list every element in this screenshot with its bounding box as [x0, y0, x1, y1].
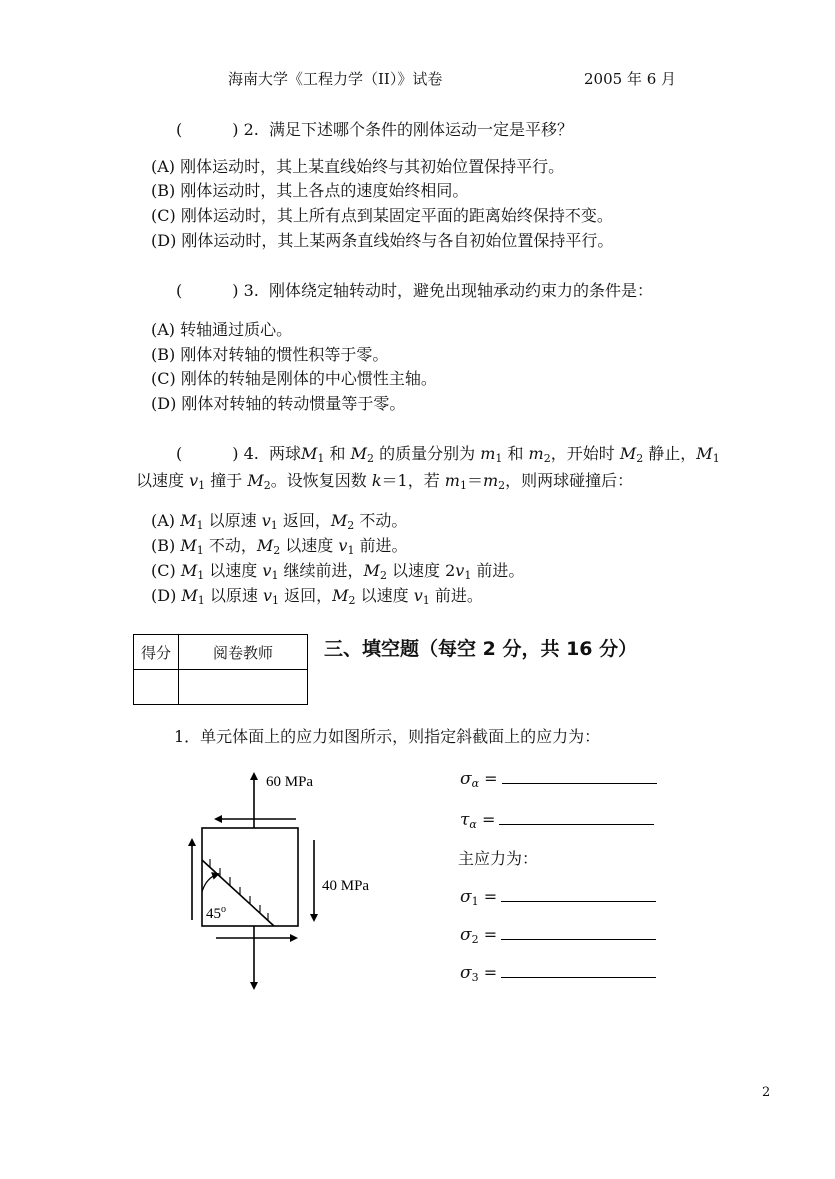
sigma2-blank[interactable] [501, 921, 656, 940]
q2-option-d: (D) 刚体运动时，其上某两条直线始终与各自初始位置保持平行。 [151, 231, 614, 250]
question-4: ( ) 4. 两球$M_1$ 和 $M_2$ 的质量分别为 $m_1$ 和 $m_2$，开始时 $M_2$ 静止，$M_1$ [176, 444, 720, 465]
score-table [133, 634, 308, 705]
q4-option-c: (C) $M_1$ 以速度 $v_1$ 继续前进，$M_2$ 以速度 $2v_1$ 前进。 [151, 561, 525, 582]
exam-date: 2005 年 6 月 [584, 70, 677, 88]
question-number: ) 2. [232, 120, 259, 139]
q4-option-b: (B) $M_1$ 不动，$M_2$ 以速度 $v_1$ 前进。 [151, 536, 408, 557]
sigma3-row: $\sigma_3$ = [460, 959, 656, 984]
sigma-alpha-blank[interactable] [502, 765, 657, 784]
angle-label: 45$^o$ [206, 904, 226, 922]
q4-option-d: (D) $M_1$ 以原速 $v_1$ 返回，$M_2$ 以速度 $v_1$ 前进。 [151, 586, 483, 607]
principal-stress-label: 主应力为： [458, 849, 539, 868]
page-number: 2 [762, 1085, 771, 1100]
question-2 [176, 117, 573, 140]
question-3: ( ) 3. 刚体绕定轴转动时，避免出现轴承动约束力的条件是： [176, 281, 654, 300]
q2-option-b: (B) 刚体运动时，其上各点的速度始终相同。 [151, 181, 469, 200]
section-title: 三、填空题（每空 2 分，共 16 分） [324, 638, 638, 660]
right-stress-label: 40 MPa [322, 878, 370, 894]
grader-label: 阅卷教师 [179, 635, 308, 670]
question-4-line2: 以速度 $v_1$ 撞于 $M_2$。设恢复因数 k＝1，若 $m_1=m_2$，则两球碰撞后： [136, 471, 634, 492]
exam-title: 海南大学《工程力学（II）》试卷 [228, 70, 443, 88]
score-cell[interactable] [134, 670, 179, 705]
top-stress-label: 60 MPa [266, 774, 314, 790]
score-label: 得分 [134, 635, 179, 670]
q3-option-c: (C) 刚体的转轴是刚体的中心惯性主轴。 [151, 369, 437, 388]
fill-question-1: 1．单元体面上的应力如图所示，则指定斜截面上的应力为： [174, 727, 601, 746]
q3-option-d: (D) 刚体对转轴的转动惯量等于零。 [151, 394, 406, 413]
sigma2-row: $\sigma_2$ = [460, 921, 656, 946]
stress-element-diagram [180, 762, 400, 998]
q2-option-c: (C) 刚体运动时，其上所有点到某固定平面的距离始终保持不变。 [151, 206, 613, 225]
sigma-alpha-row: $\sigma_\alpha$ = [460, 765, 657, 790]
sigma1-row: $\sigma_1$ = [460, 883, 656, 908]
q4-option-a: (A) $M_1$ 以原速 $v_1$ 返回，$M_2$ 不动。 [151, 511, 408, 532]
tau-alpha-blank[interactable] [499, 806, 654, 825]
answer-paren-open: ( [176, 120, 183, 139]
sigma1-blank[interactable] [501, 883, 656, 902]
angle-arc [202, 874, 218, 892]
q2-option-a: (A) 刚体运动时，其上某直线始终与其初始位置保持平行。 [151, 157, 565, 176]
q3-option-a: (A) 转轴通过质心。 [151, 320, 293, 339]
sigma3-blank[interactable] [501, 959, 656, 978]
q3-option-b: (B) 刚体对转轴的惯性积等于零。 [151, 345, 389, 364]
question-stem: 满足下述哪个条件的刚体运动一定是平移？ [269, 120, 574, 139]
tau-alpha-row: $\tau_\alpha$ = [460, 806, 654, 831]
grader-cell[interactable] [179, 670, 308, 705]
